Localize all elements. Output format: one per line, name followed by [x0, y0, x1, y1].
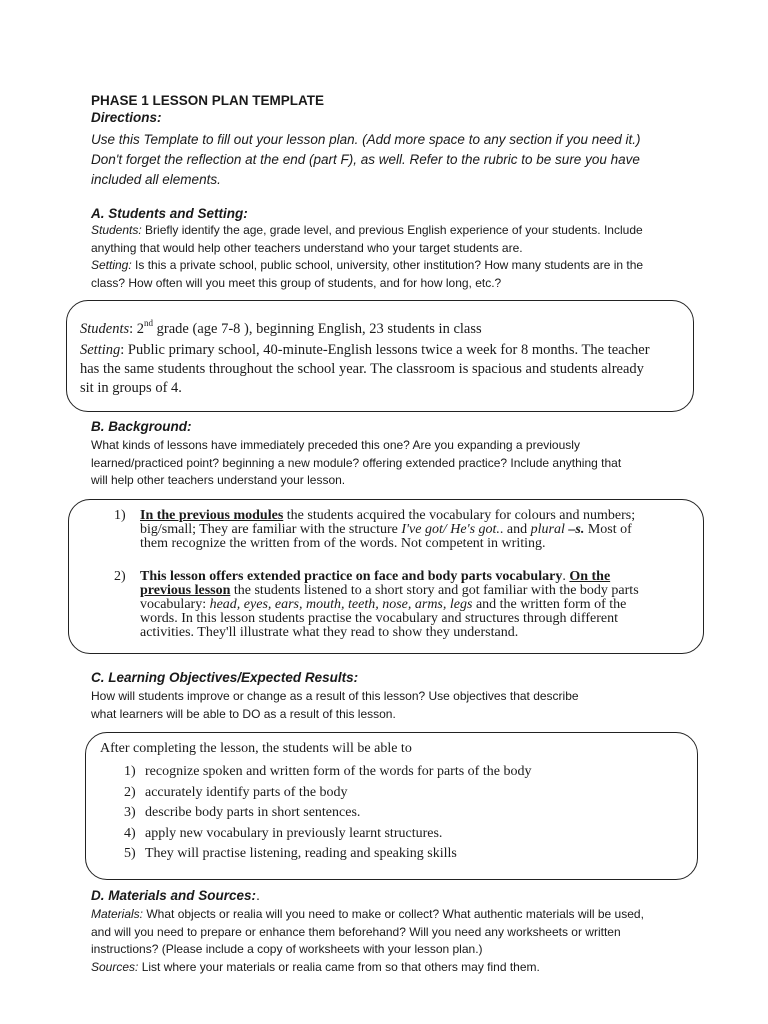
item-number: 1) — [114, 508, 126, 523]
list-item — [124, 803, 531, 824]
section-c-line: How will students improve or change as a result of this lesson? Use objectives that describe — [91, 689, 579, 703]
section-c-instructions — [91, 688, 579, 723]
answer-students-text: grade (age 7-8 ), beginning English, 23 students in class — [153, 320, 482, 337]
setting-answer — [80, 341, 650, 398]
item-text: . and — [499, 522, 531, 537]
item-number: 3) — [124, 805, 136, 820]
setting-label: Setting: — [91, 258, 132, 272]
list-item — [124, 844, 531, 865]
item-italic-text: plural — [530, 522, 565, 537]
item-text: vocabulary: — [140, 597, 210, 612]
answer-students-label: Students — [80, 320, 130, 337]
item-text: apply new vocabulary in previously learnt structures. — [145, 825, 443, 841]
item-number: 4) — [124, 825, 136, 841]
students-label: Students: — [91, 223, 142, 237]
item-text: them recognize the written from of the words. Not competent in writing. — [140, 536, 546, 551]
item-text: the students acquired the vocabulary for colours and numbers; — [283, 508, 636, 523]
answer-students-text: : 2 — [129, 320, 145, 337]
section-b-line: will help other teachers understand your lesson. — [91, 473, 346, 487]
item-number: 1) — [124, 764, 136, 779]
item-number: 2) — [114, 569, 126, 584]
materials-text: and will you need to prepare or enhance them beforehand? Will you need any worksheets or written — [91, 924, 621, 939]
item-text: . — [562, 569, 570, 584]
sources-label: Sources: — [91, 959, 139, 974]
item-italic-text: I've got/ He's got. — [401, 522, 500, 537]
item-text: big/small; They are familiar with the structure — [140, 522, 402, 537]
item-bold-text: This lesson offers extended practice on face and body parts vocabulary — [140, 569, 563, 584]
section-d-heading — [91, 888, 260, 903]
section-c-heading: C. Learning Objectives/Expected Results: — [91, 670, 359, 685]
answer-setting-text: sit in groups of 4. — [80, 380, 182, 396]
section-c-line: what learners will be able to DO as a result of this lesson. — [91, 706, 396, 721]
item-text: recognize spoken and written form of the words for parts of the body — [145, 764, 532, 779]
answer-setting-text: has the same students throughout the school year. The classroom is spacious and students already — [80, 361, 644, 377]
section-a-instructions — [91, 222, 643, 292]
students-answer — [80, 315, 482, 339]
item-text: words. In this lesson students practise the vocabulary and structures through different — [140, 611, 618, 626]
materials-text: instructions? (Please include a copy of worksheets with your lesson plan.) — [91, 942, 483, 956]
item-italic-text: head, eyes, ears, mouth, teeth, nose, arms, legs — [209, 597, 473, 612]
materials-label: Materials: — [91, 907, 144, 921]
background-item-2 — [114, 570, 639, 640]
item-text: They will practise listening, reading and speaking skills — [145, 846, 457, 861]
background-item-1 — [114, 509, 635, 551]
directions-line: Don't forget the reflection at the end (part F), as well. Refer to the rubric to be sure you have — [91, 152, 640, 167]
item-text: and the written form of the — [472, 597, 627, 612]
answer-setting-label: Setting — [80, 342, 121, 358]
section-b-heading: B. Background: — [91, 419, 192, 434]
item-text: the students listened to a short story and got familiar with the body parts — [230, 583, 639, 598]
section-d-heading-trail: . — [256, 888, 260, 903]
sources-text: List where your materials or realia came from so that others may find them. — [138, 959, 540, 974]
objectives-list — [124, 762, 531, 865]
students-text: anything that would help other teachers understand who your target students are. — [91, 240, 523, 255]
list-item — [124, 762, 531, 783]
directions-line: included all elements. — [91, 172, 221, 187]
section-d-heading-text: D. Materials and Sources: — [91, 888, 257, 903]
answer-setting-text: : Public primary school, 40-minute-English lessons twice a week for 8 months. The teacher — [120, 342, 650, 358]
directions-line: Use this Template to fill out your lesson plan. (Add more space to any section if you need it.) — [91, 132, 641, 147]
list-item — [124, 783, 531, 804]
section-d-instructions — [91, 906, 644, 976]
item-text: accurately identify parts of the body — [145, 784, 348, 800]
directions-text — [91, 130, 641, 190]
item-bold-text: previous lesson — [140, 583, 231, 598]
item-text: Most of — [584, 522, 632, 537]
directions-heading: Directions: — [91, 110, 162, 125]
ordinal-suffix: nd — [144, 318, 154, 328]
section-b-instructions — [91, 437, 621, 490]
page-title: PHASE 1 LESSON PLAN TEMPLATE — [91, 93, 325, 108]
item-number: 5) — [124, 846, 136, 861]
item-italic-text: –s. — [564, 522, 585, 537]
item-number: 2) — [124, 784, 136, 800]
setting-text: class? How often will you meet this group of students, and for how long, etc.? — [91, 275, 502, 290]
item-text: describe body parts in short sentences. — [145, 805, 361, 820]
item-bold-text: In the previous modules — [140, 508, 284, 523]
objectives-intro: After completing the lesson, the students will be able to — [100, 741, 412, 756]
list-item — [124, 824, 531, 845]
item-text: activities. They'll illustrate what they read to show they understand. — [140, 625, 519, 640]
setting-text: Is this a private school, public school, university, other institution? How many students are in the — [131, 258, 644, 272]
students-text: Briefly identify the age, grade level, and previous English experience of your students. Include — [141, 223, 643, 237]
materials-text: What objects or realia will you need to make or collect? What authentic materials will be used, — [143, 907, 644, 921]
section-b-line: learned/practiced point? beginning a new module? offering extended practice? Include anything that — [91, 455, 622, 470]
section-a-heading: A. Students and Setting: — [91, 206, 248, 221]
section-b-line: What kinds of lessons have immediately preceded this one? Are you expanding a previously — [91, 438, 580, 452]
item-bold-text: On the — [569, 569, 611, 584]
